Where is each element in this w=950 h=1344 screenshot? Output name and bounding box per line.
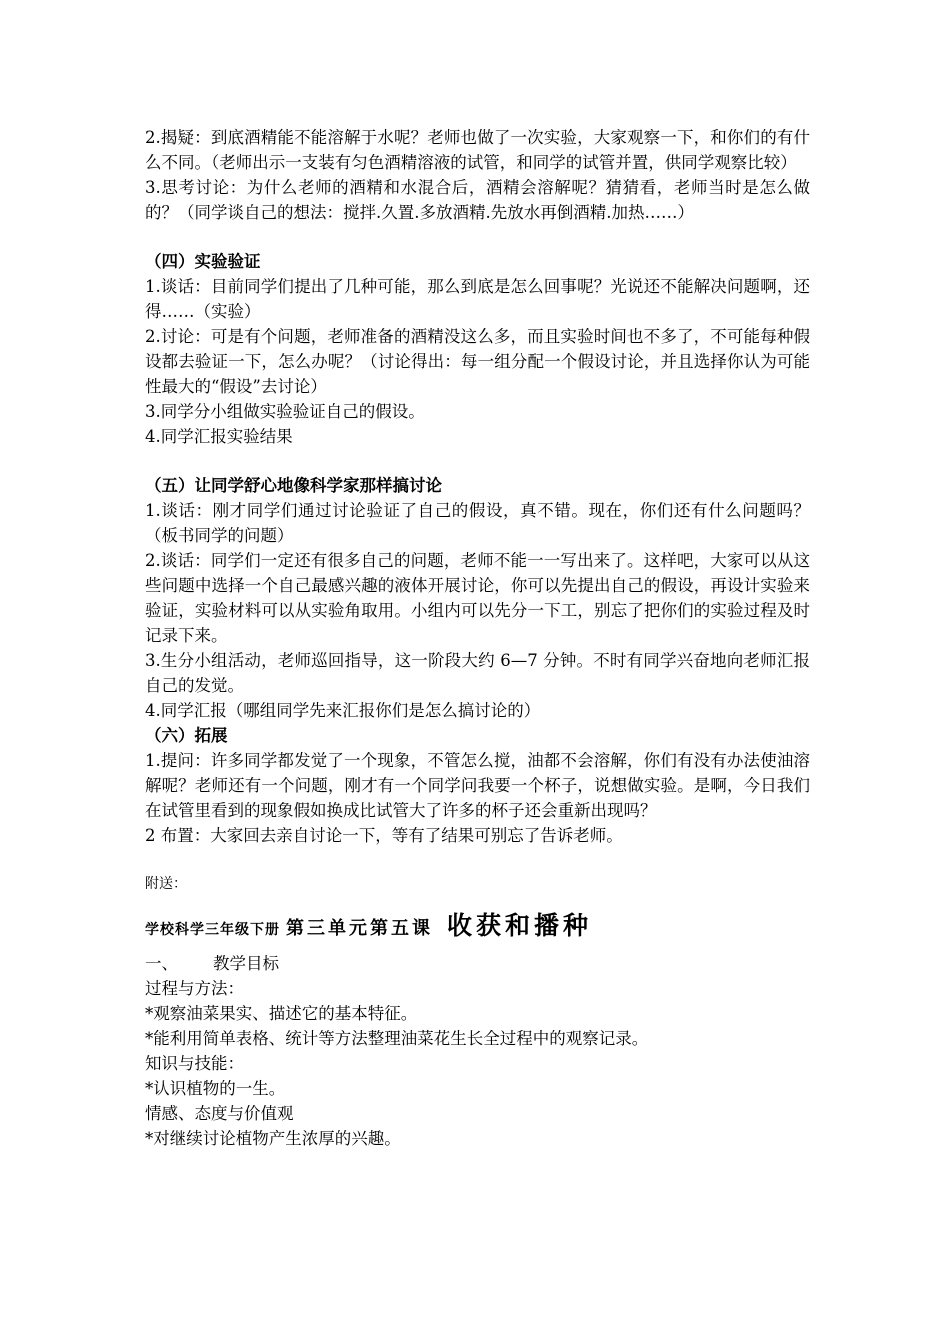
objective-line: *观察油菜果实、描述它的基本特征。	[145, 1004, 418, 1023]
spacer	[145, 225, 810, 249]
list-item: 2.谈话：同学们一定还有很多自己的问题，老师不能一一写出来了。这样吧，大家可以从这些问题中选择一个自己最感兴趣的液体开展讨论，你可以先提出自己的假设，再设计实验来验证，实验材料可以从实验角取用。小组内可以先分一下工，别忘了把你们的实验过程及时记录下来。	[145, 551, 810, 645]
spacer	[145, 449, 810, 473]
list-item: 4.同学汇报实验结果	[145, 427, 293, 446]
objective-line: 过程与方法：	[145, 979, 244, 998]
objectives-heading	[145, 951, 810, 976]
section-heading: （五）让同学舒心地像科学家那样搞讨论	[145, 476, 442, 495]
paragraph: 2.揭疑：到底酒精能不能溶解于水呢？老师也做了一次实验，大家观察一下，和你们的有什么不同。（老师出示一支装有匀色酒精溶液的试管，和同学的试管并置，供同学观察比较）	[145, 128, 810, 172]
objective-line: *能利用简单表格、统计等方法整理油菜花生长全过程中的观察记录。	[145, 1029, 649, 1048]
list-item: 4.同学汇报（哪组同学先来汇报你们是怎么搞讨论的）	[145, 701, 541, 720]
section-title: 教学目标	[213, 954, 279, 973]
lesson-title-course: 学校科学三年级下册	[145, 922, 280, 938]
objective-line: 知识与技能：	[145, 1054, 244, 1073]
list-item: 3.生分小组活动，老师巡回指导，这一阶段大约 6—7 分钟。不时有同学兴奋地向老师汇报自己的发觉。	[145, 651, 810, 695]
list-item: 1.谈话：刚才同学们通过讨论验证了自己的假设，真不错。现在，你们还有什么问题吗？（板书同学的问题）	[145, 501, 810, 545]
objective-line: *认识植物的一生。	[145, 1079, 286, 1098]
spacer	[145, 848, 810, 872]
lesson-title-unit: 第三单元第五课	[286, 918, 433, 939]
list-item: 2.讨论：可是有个问题，老师准备的酒精没这么多，而且实验时间也不多了，不可能每种假设都去验证一下，怎么办呢？（讨论得出：每一组分配一个假设讨论，并且选择你认为可能性最大的“假设”去讨论）	[145, 327, 810, 396]
objective-line: *对继续讨论植物产生浓厚的兴趣。	[145, 1129, 401, 1148]
lesson-title	[145, 913, 810, 943]
lesson-title-name: 收获和播种	[447, 911, 593, 940]
section-number: 一、	[145, 954, 178, 973]
list-item: 1.谈话：目前同学们提出了几种可能，那么到底是怎么回事呢？光说还不能解决问题啊，还得……（实验）	[145, 277, 810, 321]
list-item: 3.同学分小组做实验验证自己的假设。	[145, 402, 425, 421]
list-item: 1.提问：许多同学都发觉了一个现象，不管怎么搅，油都不会溶解，你们有没有办法使油溶解呢？老师还有一个问题，刚才有一个同学问我要一个杯子，说想做实验。是啊，今日我们在试管里看到的现象假如换成比试管大了许多的杯子还会重新出现吗？	[145, 751, 810, 820]
list-item: 2 布置：大家回去亲自讨论一下，等有了结果可别忘了告诉老师。	[145, 826, 623, 845]
paragraph: 3.思考讨论：为什么老师的酒精和水混合后，酒精会溶解呢？猜猜看，老师当时是怎么做的？（同学谈自己的想法：搅拌.久置.多放酒精.先放水再倒酒精.加热……）	[145, 178, 810, 222]
section-heading: （四）实验验证	[145, 252, 261, 271]
section-heading: （六）拓展	[145, 726, 228, 745]
attachment-label: 附送：	[145, 876, 187, 892]
objective-line: 情感、态度与价值观	[145, 1104, 294, 1123]
document-page	[145, 125, 810, 1151]
